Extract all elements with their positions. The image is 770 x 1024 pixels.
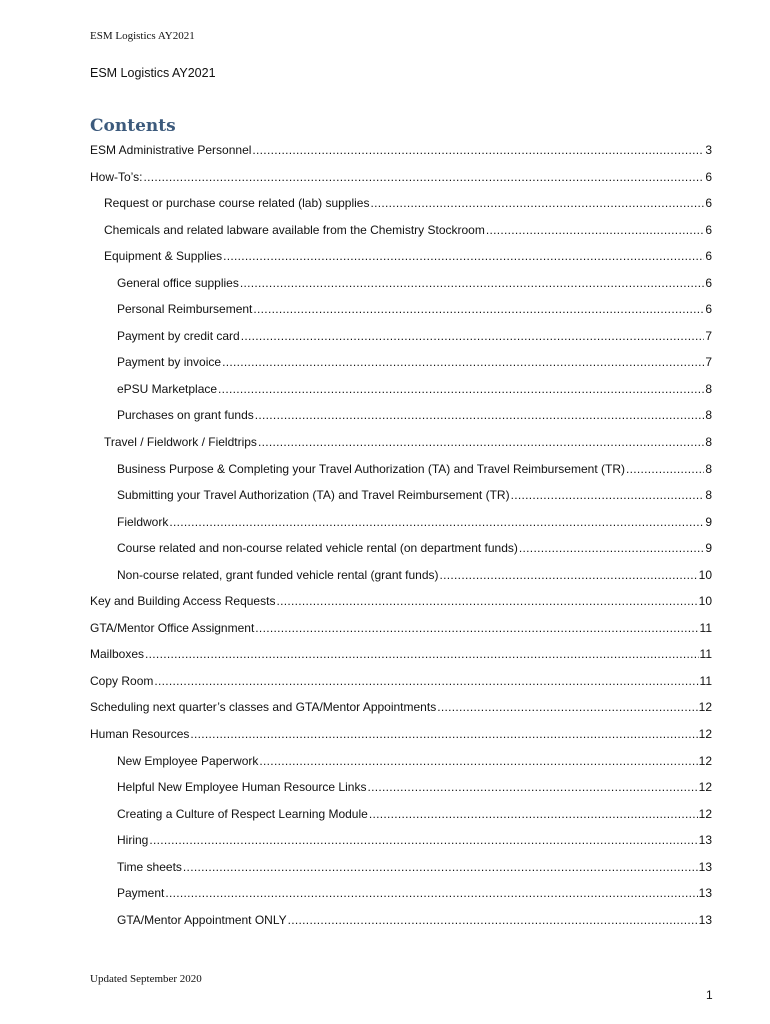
toc-entry-page: 12 bbox=[698, 780, 712, 795]
toc-leader-dots bbox=[169, 513, 704, 531]
toc-leader-dots bbox=[154, 672, 698, 690]
running-header: ESM Logistics AY2021 bbox=[90, 30, 195, 42]
toc-leader-dots bbox=[437, 698, 697, 716]
toc-leader-dots bbox=[519, 539, 704, 557]
toc-leader-dots bbox=[486, 221, 704, 239]
toc-entry-page: 9 bbox=[705, 514, 712, 529]
toc-entry-title: Copy Room bbox=[90, 673, 154, 688]
toc-leader-dots bbox=[511, 486, 705, 504]
toc-entry[interactable] bbox=[90, 274, 712, 301]
toc-entry-title: GTA/Mentor Office Assignment bbox=[90, 620, 255, 635]
toc-entry-page: 13 bbox=[698, 912, 712, 927]
toc-entry-page: 8 bbox=[705, 408, 712, 423]
toc-entry-title: Hiring bbox=[117, 833, 149, 848]
toc-entry-page: 11 bbox=[699, 620, 712, 635]
toc-entry[interactable] bbox=[90, 513, 712, 540]
toc-entry-page: 10 bbox=[698, 594, 712, 609]
toc-entry[interactable] bbox=[90, 486, 712, 513]
toc-entry[interactable] bbox=[90, 433, 712, 460]
toc-entry-title: Submitting your Travel Authorization (TA) and Travel Reimbursement (TR) bbox=[117, 488, 510, 503]
toc-leader-dots bbox=[253, 300, 704, 318]
toc-entry-title: Key and Building Access Requests bbox=[90, 594, 276, 609]
toc-entry-title: Human Resources bbox=[90, 727, 190, 742]
toc-entry-title: New Employee Paperwork bbox=[117, 753, 259, 768]
toc-entry-page: 9 bbox=[705, 541, 712, 556]
toc-leader-dots bbox=[165, 884, 697, 902]
toc-leader-dots bbox=[149, 831, 697, 849]
toc-leader-dots bbox=[255, 406, 705, 424]
toc-entry[interactable] bbox=[90, 380, 712, 407]
toc-entry-page: 7 bbox=[705, 328, 712, 343]
toc-leader-dots bbox=[218, 380, 704, 398]
contents-heading: Contents bbox=[90, 116, 176, 136]
toc-leader-dots bbox=[145, 645, 699, 663]
toc-entry-title: ePSU Marketplace bbox=[117, 381, 218, 396]
toc-entry-title: Course related and non-course related vehicle rental (on department funds) bbox=[117, 541, 518, 556]
toc-entry-title: Time sheets bbox=[117, 859, 182, 874]
toc-entry[interactable] bbox=[90, 539, 712, 566]
toc-entry-page: 6 bbox=[705, 302, 712, 317]
toc-leader-dots bbox=[626, 460, 704, 478]
toc-entry[interactable] bbox=[90, 300, 712, 327]
toc-leader-dots bbox=[370, 194, 704, 212]
toc-leader-dots bbox=[183, 858, 698, 876]
toc-entry[interactable] bbox=[90, 194, 712, 221]
toc-entry[interactable] bbox=[90, 141, 712, 168]
toc-entry[interactable] bbox=[90, 406, 712, 433]
toc-entry-title: Creating a Culture of Respect Learning Module bbox=[117, 806, 368, 821]
toc-entry-page: 13 bbox=[698, 859, 712, 874]
toc-entry[interactable] bbox=[90, 752, 712, 779]
toc-leader-dots bbox=[288, 911, 698, 929]
toc-entry-page: 6 bbox=[705, 169, 712, 184]
toc-entry-title: Payment by credit card bbox=[117, 328, 240, 343]
toc-entry-page: 6 bbox=[705, 222, 712, 237]
document-title: ESM Logistics AY2021 bbox=[90, 66, 216, 80]
toc-entry-title: Non-course related, grant funded vehicle rental (grant funds) bbox=[117, 567, 439, 582]
toc-entry-page: 11 bbox=[699, 673, 712, 688]
toc-entry[interactable] bbox=[90, 168, 712, 195]
toc-entry[interactable] bbox=[90, 858, 712, 885]
toc-entry[interactable] bbox=[90, 725, 712, 752]
toc-entry-page: 6 bbox=[705, 275, 712, 290]
toc-leader-dots bbox=[276, 592, 697, 610]
toc-entry[interactable] bbox=[90, 805, 712, 832]
toc-entry-page: 7 bbox=[705, 355, 712, 370]
toc-entry-page: 3 bbox=[705, 143, 712, 157]
toc-entry-title: Purchases on grant funds bbox=[117, 408, 254, 423]
toc-leader-dots bbox=[252, 141, 704, 159]
toc-entry-page: 12 bbox=[698, 753, 712, 768]
toc-entry[interactable] bbox=[90, 327, 712, 354]
toc-entry-title: Fieldwork bbox=[117, 514, 169, 529]
toc-entry-page: 8 bbox=[705, 461, 712, 476]
toc-entry[interactable] bbox=[90, 566, 712, 593]
toc-entry-title: Business Purpose & Completing your Travel Authorization (TA) and Travel Reimbursement (TR) bbox=[117, 461, 625, 476]
toc-entry-page: 12 bbox=[698, 806, 712, 821]
toc-leader-dots bbox=[190, 725, 697, 743]
toc-entry[interactable] bbox=[90, 778, 712, 805]
toc-leader-dots bbox=[222, 353, 704, 371]
toc-entry-title: How-To’s: bbox=[90, 169, 143, 184]
toc-leader-dots bbox=[369, 805, 698, 823]
toc-entry[interactable] bbox=[90, 247, 712, 274]
toc-leader-dots bbox=[143, 168, 704, 186]
toc-entry[interactable] bbox=[90, 221, 712, 248]
footer-updated: Updated September 2020 bbox=[90, 973, 202, 985]
toc-entry-title: GTA/Mentor Appointment ONLY bbox=[117, 912, 287, 927]
toc-leader-dots bbox=[240, 274, 704, 292]
toc-entry[interactable] bbox=[90, 592, 712, 619]
toc-entry-title: Equipment & Supplies bbox=[104, 249, 223, 264]
toc-entry[interactable] bbox=[90, 831, 712, 858]
toc-entry-title: Chemicals and related labware available from the Chemistry Stockroom bbox=[104, 222, 485, 237]
toc-entry-title: Mailboxes bbox=[90, 647, 145, 662]
toc-entry-title: Scheduling next quarter’s classes and GTA/Mentor Appointments bbox=[90, 700, 437, 715]
toc-entry[interactable] bbox=[90, 645, 712, 672]
toc-entry-page: 10 bbox=[698, 567, 712, 582]
toc-entry-page: 12 bbox=[698, 700, 712, 715]
toc-entry-title: Personal Reimbursement bbox=[117, 302, 253, 317]
toc-entry-title: General office supplies bbox=[117, 275, 239, 290]
toc-entry-title: Payment bbox=[117, 886, 165, 901]
page-number: 1 bbox=[706, 988, 713, 1002]
toc-entry-page: 8 bbox=[705, 488, 712, 503]
toc-leader-dots bbox=[258, 433, 704, 451]
toc-entry-page: 6 bbox=[705, 196, 712, 211]
toc-entry[interactable] bbox=[90, 619, 712, 646]
toc-entry[interactable] bbox=[90, 911, 712, 938]
toc-entry-page: 11 bbox=[699, 647, 712, 662]
toc-entry-title: Payment by invoice bbox=[117, 355, 222, 370]
toc-entry-title: Helpful New Employee Human Resource Links bbox=[117, 780, 367, 795]
toc-entry[interactable] bbox=[90, 460, 712, 487]
toc-leader-dots bbox=[367, 778, 697, 796]
toc-entry-page: 6 bbox=[705, 249, 712, 264]
toc-leader-dots bbox=[255, 619, 698, 637]
toc-leader-dots bbox=[223, 247, 704, 265]
toc-entry-title: ESM Administrative Personnel bbox=[90, 143, 252, 157]
toc-entry-page: 13 bbox=[698, 833, 712, 848]
toc-leader-dots bbox=[241, 327, 705, 345]
toc-entry-page: 12 bbox=[698, 727, 712, 742]
toc-entry[interactable] bbox=[90, 884, 712, 911]
toc-leader-dots bbox=[440, 566, 698, 584]
toc-entry-page: 13 bbox=[698, 886, 712, 901]
toc-leader-dots bbox=[259, 752, 697, 770]
toc-entry-title: Request or purchase course related (lab) supplies bbox=[104, 196, 370, 211]
toc-entry-title: Travel / Fieldwork / Fieldtrips bbox=[104, 435, 257, 450]
toc-entry-page: 8 bbox=[705, 381, 712, 396]
table-of-contents bbox=[90, 141, 712, 937]
toc-entry[interactable] bbox=[90, 672, 712, 699]
toc-entry-page: 8 bbox=[705, 435, 712, 450]
toc-entry[interactable] bbox=[90, 698, 712, 725]
toc-entry[interactable] bbox=[90, 353, 712, 380]
